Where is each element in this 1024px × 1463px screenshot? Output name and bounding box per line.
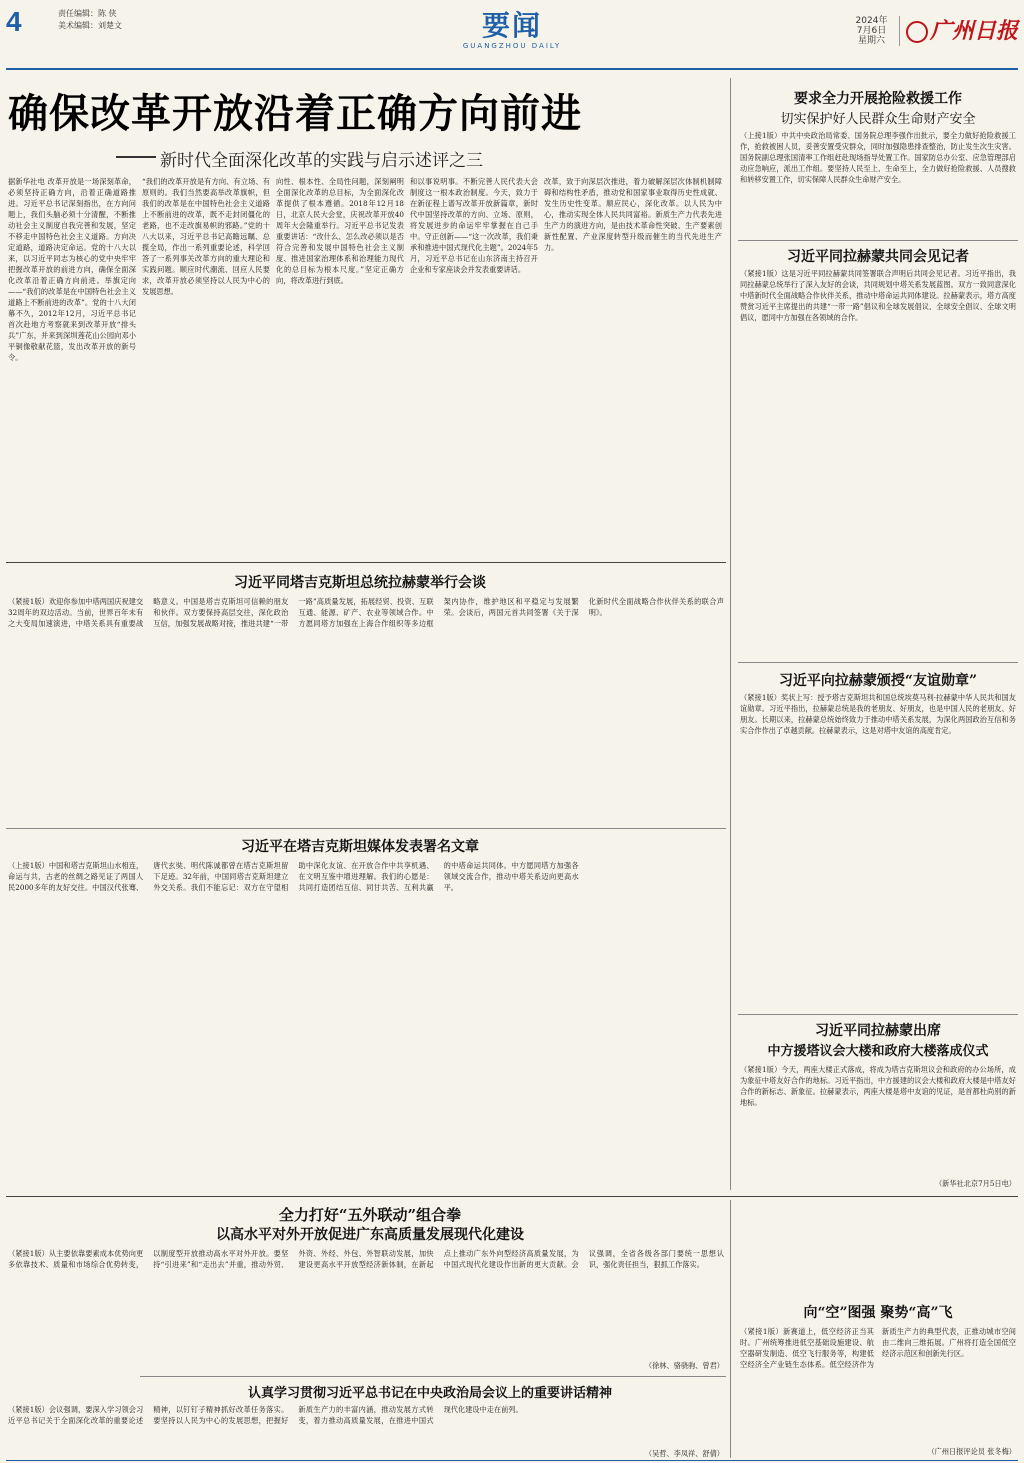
section-divider: [6, 562, 726, 563]
talks-headline: 习近平同塔吉克斯坦总统拉赫蒙举行会谈: [234, 575, 486, 591]
right-mid-headline: 习近平同拉赫蒙共同会见记者: [787, 249, 969, 265]
ceremony-credit: （新华社北京7月5日电）: [934, 1179, 1016, 1188]
section-subtitle: GUANGZHOU DAILY: [462, 42, 562, 50]
editor-credits: [58, 8, 122, 32]
guangdong-subheadline: 以高水平对外开放促进广东高质量发展现代化建设: [216, 1227, 524, 1243]
article-divider: [140, 1376, 726, 1377]
page-header: [0, 0, 1024, 72]
lead-column: 据新华社电 改革开放是一场深刻革命，必须坚持正确方向，沿着正确道路推进。习近平总书记深刻指出，在方向问题上，我们头脑必须十分清醒，不断推动社会主义制度自我完善和发展，坚定不移走中国特色社会主义道路。方向决定道路，道路决定命运。党的十八大以来，以习近平同志为核心的党中央牢牢把握改革开放的前进方向，确保全面深化改革沿着正确方向前进。举旗定向——“我们的改革是在中国特色社会主义道路上不断前进的改革”。党的十八大闭幕不久，2012年12月，习近平总书记首次赴地方考察就来到改革开放“排头兵”广东，并来到深圳莲花山公园向邓小平铜像敬献花篮，发出改革开放的新号令。: [8, 177, 136, 362]
date-day: 7月6日: [856, 26, 887, 36]
lead-column: “我们的改革开放是有方向、有立场、有原则的。我们当然要高举改革旗帜，但我们的改革是在中国特色社会主义道路上不断前进的改革，既不走封闭僵化的老路，也不走改旗易帜的邪路。”党的十八大以来，习近平总书记高瞻远瞩、总揽全局，作出一系列重要论述，科学回答了一系列事关改革方向的重大理论和实践问题。顺应时代潮流、回应人民要求，改革开放必须坚持以人民为中心的发展思想。: [142, 177, 270, 296]
article-divider: [738, 240, 1018, 241]
logo-text: 广州日报: [930, 18, 1019, 44]
low-altitude-credit: （广州日报评论员 张冬梅）: [927, 1447, 1016, 1456]
editor-line: 责任编辑：陈 侠: [58, 9, 117, 18]
ceremony-subheadline: 中方援塔议会大楼和政府大楼落成仪式: [767, 1044, 989, 1059]
header-rule: [6, 68, 1018, 70]
guangdong-body: （紧接1版）从主要依靠要素成本优势向更多依靠技术、质量和市场综合优势转变，以制度型开放推动高水平对外开放。要坚持“引进来”和“走出去”并重，推动外贸、外资、外经、外包、外智联动发展，加快建设更高水平开放型经济新体制，在新起点上推动广东外向型经济高质量发展，为中国式现代化建设作出新的更大贡献。会议强调，全省各级各部门要统一思想认识，强化责任担当，狠抓工作落实。: [8, 1249, 724, 1269]
lead-column: 和以事说明事。不断完善人民代表大会制度这一根本政治制度。今天，致力于在新征程上谱写改革开放新篇章，新时代中国坚持改革的方向、立场、原则，将发展进步的命运牢牢掌握在自己手中。守正创新——“这一次改革，我们秉承和推进中国式现代化主题”。2024年5月，习近平总书记在山东济南主持召开企业和专家座谈会并发表重要讲话。: [410, 177, 538, 274]
section-divider: [6, 1196, 1018, 1197]
meeting-body: （紧接1版）会议强调，要深入学习领会习近平总书记关于全面深化改革的重要论述精神，以钉钉子精神抓好改革任务落实。要坚持以人民为中心的发展思想，把握好新质生产力的丰富内涵，推动发展方式转变，着力推动高质量发展，在推进中国式现代化建设中走在前列。: [8, 1405, 523, 1425]
right-mid-body: （紧接1版）这是习近平同拉赫蒙共同签署联合声明后共同会见记者。习近平指出，我同拉赫蒙总统举行了深入友好的会谈，共同规划中塔关系发展蓝图。双方一致同意深化中塔新时代全面战略合作伙伴关系，推动中塔命运共同体建设。拉赫蒙表示，塔方高度赞赏习近平主席提出的共建“一带一路”倡议和全球发展倡议、全球安全倡议、全球文明倡议，愿同中方加强在各领域的合作。: [740, 269, 1016, 322]
article-divider: [6, 828, 726, 829]
medal-headline: 习近平向拉赫蒙颁授“友谊勋章”: [778, 673, 978, 689]
low-altitude-body: （紧接1版）新赛道上，低空经济正当其时。广州统筹推进低空基础设施建设、航空器研发制造、低空飞行服务等，构建低空经济全产业链生态体系。低空经济作为新质生产力的典型代表，正推动城市空间由二维向三维拓展。广州将打造全国低空经济示范区和创新先行区。: [740, 1327, 1016, 1369]
lead-subheadline: 新时代全面深化改革的实践与启示述评之三: [160, 151, 483, 171]
article-divider: [738, 662, 1018, 663]
lead-column: 改革，致于向深层次推进，着力破解深层次体制机制障碍和结构性矛盾，推动党和国家事业取得历史性成就、发生历史性变革。顺应民心，深化改革。以人民为中心，推动实现全体人民共同富裕。新质生产力代表先进生产力的演进方向，是由技术革命性突破、生产要素创新性配置、产业深度转型升级而催生的当代先进生产力。: [544, 177, 722, 252]
editor-line: 美术编辑：刘楚文: [58, 21, 122, 30]
meeting-credit: （吴哲、李凤祥、舒倩）: [644, 1449, 724, 1458]
right-top-body: （上接1版）中共中央政治局常委、国务院总理李强作出批示，要全力做好抢险救援工作，抢救被困人员，妥善安置受灾群众，同时加强隐患排查整治，防止发生次生灾害。国务院副总理张国清率工作组赶赴现场指导处置工作。国家防总办公室、应急管理部启动应急响应，派出工作组。要坚持人民至上、生命至上，全力做好抢险救援、人员搜救和转移安置工作，切实保障人民群众生命财产安全。: [740, 131, 1016, 184]
ceremony-body: （紧接1版）今天，两座大楼正式落成，将成为塔吉克斯坦议会和政府的办公场所，成为象征中塔友好合作的地标。习近平指出，中方援建的议会大楼和政府大楼是中塔友好合作的新标志、新象征。拉赫蒙表示，两座大楼是塔中友谊的见证，是首都杜尚别的新地标。: [740, 1065, 1016, 1107]
footer-rule: [6, 1460, 1018, 1461]
column-divider: [730, 1200, 731, 1458]
signed-article-headline: 习近平在塔吉克斯坦媒体发表署名文章: [241, 839, 479, 855]
low-altitude-headline: 向“空”图强 聚势“高”飞: [803, 1305, 953, 1321]
logo-icon: [906, 21, 928, 43]
column-divider: [730, 78, 731, 1190]
subtitle-dash: [116, 156, 156, 158]
lead-column: 向性、根本性、全局性问题，深刻阐明全面深化改革的总目标，为全面深化改革提供了根本遵循。2018年12月18日，北京人民大会堂，庆祝改革开放40周年大会隆重举行。习近平总书记发表重要讲话：“改什么、怎么改必须以是否符合完善和发展中国特色社会主义制度、推进国家治理体系和治理能力现代化的总目标为根本尺度。”坚定正确方向，将改革进行到底。: [276, 177, 404, 285]
signed-article-body: （上接1版）中国和塔吉克斯坦山水相连，命运与共，古老的丝绸之路见证了两国人民2000多年的友好交往。中国汉代张骞、唐代玄奘、明代陈诚都曾在塔吉克斯坦留下足迹。32年前，中国同塔吉克斯坦建立外交关系。我们不能忘记：双方在守望相助中深化友谊、在开放合作中共享机遇、在文明互鉴中增进理解。我们的心愿是：共同打造团结互信、同甘共苦、互利共赢的中塔命运共同体。中方愿同塔方加强各领域交流合作，推动中塔关系迈向更高水平。: [8, 861, 579, 892]
meeting-headline: 认真学习贯彻习近平总书记在中央政治局会议上的重要讲话精神: [247, 1386, 612, 1401]
talks-body: （紧接1版）欢迎你参加中塔两国庆祝建交32周年的双边活动。当前，世界百年未有之大变局加速演进，中塔关系具有重要战略意义。中国是塔吉克斯坦可信赖的朋友和伙伴。双方要保持高层交往，深化政治互信，加强发展战略对接，推进共建“一带一路”高质量发展，拓展经贸、投资、互联互通、能源、矿产、农业等领域合作。中方愿同塔方加强在上海合作组织等多边框架内协作，维护地区和平稳定与发展繁荣。会谈后，两国元首共同签署《关于深化新时代全面战略合作伙伴关系的联合声明》。: [8, 597, 724, 628]
date-year: 2024年: [855, 16, 888, 26]
newspaper-logo: [906, 14, 1018, 48]
ceremony-headline: 习近平同拉赫蒙出席: [815, 1023, 941, 1039]
lead-headline: 确保改革开放沿着正确方向前进: [8, 90, 582, 137]
guangdong-headline: 全力打好“五外联动”组合拳: [278, 1206, 462, 1224]
date-weekday: 星期六: [857, 36, 885, 46]
section-title: 要闻: [481, 9, 542, 42]
right-top-subheadline: 切实保护好人民群众生命财产安全: [780, 112, 976, 127]
article-divider: [738, 1014, 1018, 1015]
right-top-headline: 要求全力开展抢险救援工作: [794, 91, 962, 107]
guangdong-credit: （徐林、骆骁驹、曾君）: [644, 1361, 724, 1370]
page-number: 4: [6, 6, 22, 37]
issue-date: [844, 16, 900, 46]
medal-body: （紧接1版）奖状上写：授予塔吉克斯坦共和国总统埃莫马利·拉赫蒙中华人民共和国友谊勋章。习近平指出，拉赫蒙总统是我的老朋友、好朋友，也是中国人民的老朋友、好朋友。长期以来，拉赫蒙总统始终致力于推动中塔关系发展，为深化两国政治互信和务实合作作出了卓越贡献。拉赫蒙表示，这是对塔中友谊的高度肯定。: [740, 693, 1016, 735]
